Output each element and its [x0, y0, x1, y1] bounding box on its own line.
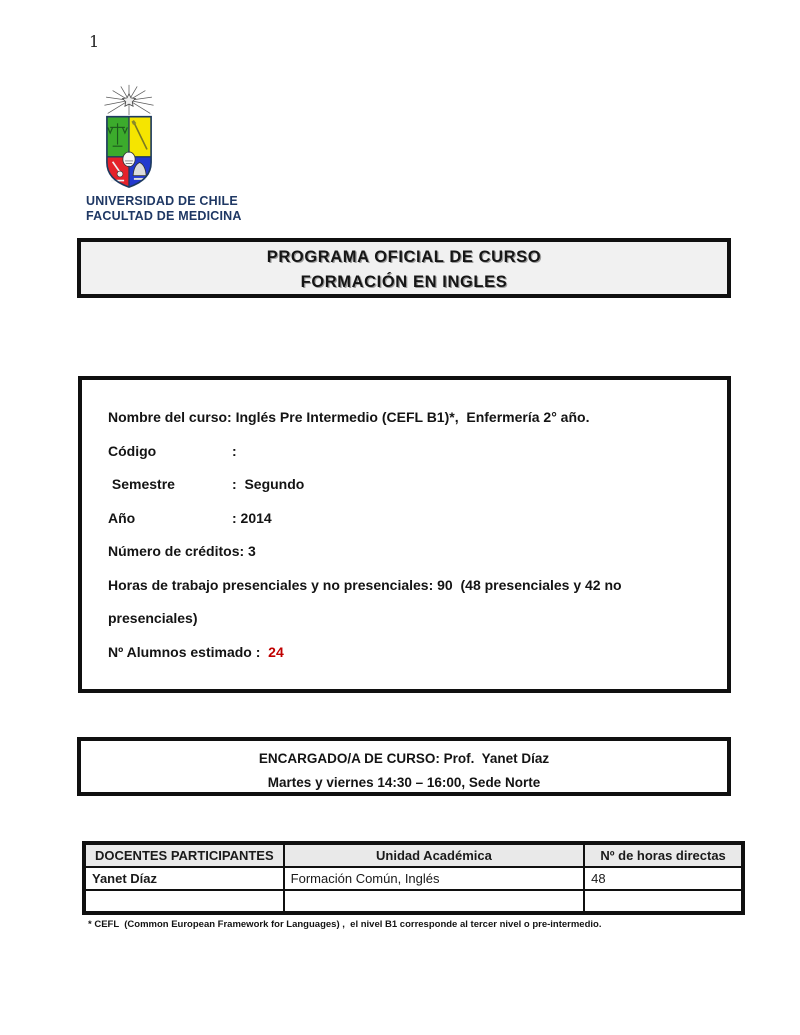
coordinator-line: ENCARGADO/A DE CURSO: Prof. Yanet Díaz [258, 751, 550, 766]
university-logo [86, 84, 306, 224]
course-credits-line: Número de créditos: 3 [108, 543, 256, 559]
header-unidad: Unidad Académica [284, 843, 585, 867]
course-semester-line [108, 468, 721, 502]
title-box [77, 238, 731, 298]
header-horas: Nº de horas directas [584, 843, 743, 867]
cell-unidad-empty [284, 890, 585, 913]
course-info-box [78, 376, 731, 693]
course-code-value: : [232, 442, 237, 459]
cell-horas-empty [584, 890, 743, 913]
course-semester-value: : Segundo [232, 476, 305, 492]
org-name: UNIVERSIDAD DE CHILE [86, 194, 238, 208]
course-hours-line2: presenciales) [108, 610, 198, 626]
course-code-line [108, 435, 721, 469]
course-coordinator-box [77, 737, 731, 796]
course-code-label: Código [108, 442, 157, 459]
table-row [84, 890, 743, 913]
course-students-line [108, 636, 721, 670]
footnote: * CEFL (Common European Framework for Languages) , el nivel B1 corresponde al tercer nivel o pre-intermedio. [88, 919, 602, 930]
document-title-line2: FORMACIÓN EN INGLES [300, 273, 508, 291]
header-docentes: DOCENTES PARTICIPANTES [84, 843, 284, 867]
table-header-row [84, 843, 743, 867]
cell-docente: Yanet Díaz [84, 867, 284, 890]
course-semester-label: Semestre [108, 476, 175, 492]
course-year-value: : 2014 [232, 509, 272, 526]
university-crest-icon [88, 84, 170, 192]
page-number: 1 [89, 32, 100, 51]
students-label: Nº Alumnos estimado : [108, 643, 269, 660]
cell-docente-empty [84, 890, 284, 913]
cell-unidad: Formación Común, Inglés [284, 867, 585, 890]
course-name-line: Nombre del curso: Inglés Pre Intermedio (CEFL B1)*, Enfermería 2° año. [108, 409, 590, 425]
course-year-label: Año [108, 509, 136, 526]
org-faculty: FACULTAD DE MEDICINA [86, 209, 242, 223]
course-year-line [108, 502, 721, 536]
course-hours-line1: Horas de trabajo presenciales y no presenciales: 90 (48 presenciales y 42 no [108, 576, 622, 593]
cell-horas: 48 [584, 867, 743, 890]
table-row [84, 867, 743, 890]
schedule-line: Martes y viernes 14:30 – 16:00, Sede Norte [267, 775, 541, 790]
students-value: 24 [268, 643, 284, 660]
document-title-line1: PROGRAMA OFICIAL DE CURSO [266, 248, 542, 266]
participants-table [82, 841, 745, 915]
